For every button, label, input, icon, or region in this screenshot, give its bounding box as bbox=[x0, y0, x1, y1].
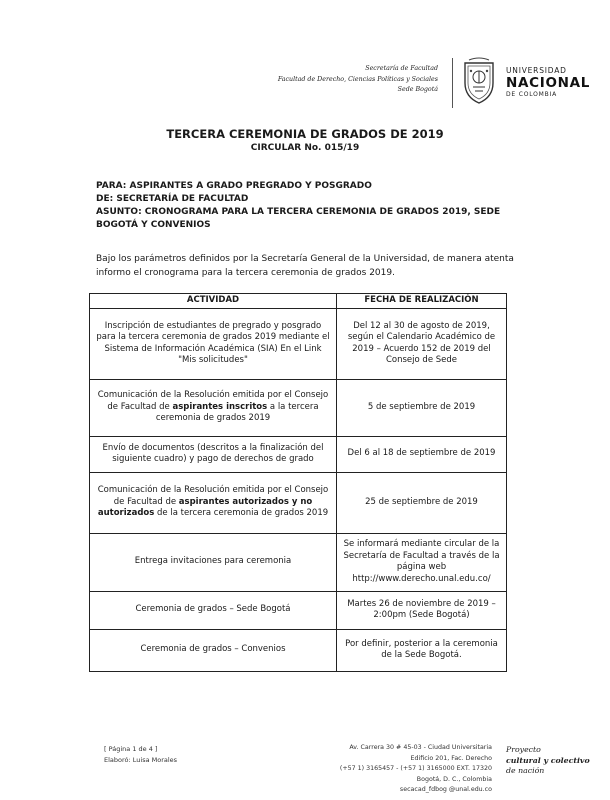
footer-left bbox=[104, 744, 177, 766]
author-line: Elaboró: Luisa Morales bbox=[104, 756, 178, 764]
addressing-block bbox=[96, 180, 516, 232]
table-row bbox=[90, 472, 507, 533]
wordmark-universidad: UNIVERSIDAD bbox=[506, 66, 567, 75]
intro-paragraph: Bajo los parámetros definidos por la Secretaría General de la Universidad, de manera atenta informo el cronograma para la tercera ceremonia de grados 2019. bbox=[96, 254, 514, 278]
addressing-de: DE: SECRETARÍA DE FACULTAD bbox=[96, 194, 249, 204]
table-row bbox=[90, 591, 507, 629]
cell-actividad: Inscripción de estudiantes de pregrado y posgrado para la tercera ceremonia de grados 2019 mediante el Sistema de Información Académica (SIA) En el Link "Mis solicitudes" bbox=[90, 308, 337, 379]
table-row bbox=[90, 436, 507, 472]
header-sede: Sede Bogotá bbox=[397, 86, 438, 93]
header-facultad: Facultad de Derecho, Ciencias Políticas y Sociales bbox=[277, 75, 438, 83]
cell-text: de la tercera ceremonia de grados 2019 bbox=[154, 508, 329, 519]
footer-building: Edificio 201, Fac. Derecho bbox=[410, 754, 492, 762]
footer-city: Bogotá, D. C., Colombia bbox=[416, 775, 492, 783]
header-fecha: FECHA DE REALIZACIÓN bbox=[337, 294, 507, 309]
table-row bbox=[90, 533, 507, 591]
wordmark-de-colombia: DE COLOMBIA bbox=[506, 91, 558, 98]
circular-number: CIRCULAR No. 015/19 bbox=[250, 143, 360, 153]
cell-fecha: 25 de septiembre de 2019 bbox=[337, 472, 507, 533]
footer-contact bbox=[300, 743, 492, 796]
slogan-line-3: de nación bbox=[506, 766, 545, 775]
cell-fecha: Del 6 al 18 de septiembre de 2019 bbox=[337, 436, 507, 472]
cell-actividad bbox=[90, 379, 337, 436]
cell-emphasis: aspirantes autorizados y no autorizados bbox=[97, 496, 313, 519]
document-title: TERCERA CEREMONIA DE GRADOS DE 2019 bbox=[166, 127, 444, 141]
cell-actividad: Envío de documentos (descritos a la finalización del siguiente cuadro) y pago de derechos de grado bbox=[90, 436, 337, 472]
page-number: [ Página 1 de 4 ] bbox=[104, 745, 158, 753]
header-secretaria: Secretaría de Facultad bbox=[365, 65, 438, 72]
footer-phones: (+57 1) 3165457 - (+57 1) 3165000 EXT. 17320 bbox=[339, 765, 492, 773]
header-divider bbox=[452, 58, 453, 108]
cell-text: Comunicación de la Resolución emitida por el Consejo de Facultad de bbox=[97, 390, 329, 412]
footer-address: Av. Carrera 30 # 45-03 - Ciudad Universitaria bbox=[349, 744, 492, 751]
university-seal-icon bbox=[461, 57, 497, 105]
wordmark-nacional: NACIONAL bbox=[506, 75, 591, 91]
addressing-para: PARA: ASPIRANTES A GRADO PREGRADO Y POSGRADO bbox=[96, 181, 372, 191]
cell-actividad bbox=[90, 472, 337, 533]
cell-fecha: Del 12 al 30 de agosto de 2019, según el Calendario Académico de 2019 – Acuerdo 152 de 2019 del Consejo de Sede bbox=[337, 308, 507, 379]
schedule-table bbox=[89, 293, 507, 672]
university-wordmark bbox=[506, 66, 590, 98]
cell-emphasis: aspirantes inscritos bbox=[172, 401, 268, 412]
table-row bbox=[90, 629, 507, 671]
faculty-header bbox=[240, 64, 438, 96]
cell-actividad: Ceremonia de grados – Convenios bbox=[90, 629, 337, 671]
slogan-line-1: Proyecto bbox=[506, 745, 541, 754]
cell-actividad: Ceremonia de grados – Sede Bogotá bbox=[90, 591, 337, 629]
cell-text: Comunicación de la Resolución emitida por el Consejo de Facultad de bbox=[97, 485, 329, 507]
cell-fecha: 5 de septiembre de 2019 bbox=[337, 379, 507, 436]
footer-email: secacad_fdbog @unal.edu.co bbox=[399, 786, 492, 794]
footer-slogan bbox=[506, 745, 590, 777]
table-header-row bbox=[90, 294, 507, 309]
cell-actividad: Entrega invitaciones para ceremonia bbox=[90, 533, 337, 591]
slogan-line-2: cultural y colectivo bbox=[506, 755, 590, 765]
addressing-asunto: ASUNTO: CRONOGRAMA PARA LA TERCERA CEREMONIA DE GRADOS 2019, SEDE BOGOTÁ Y CONVENIOS bbox=[96, 207, 501, 230]
cell-fecha: Martes 26 de noviembre de 2019 – 2:00pm (Sede Bogotá) bbox=[337, 591, 507, 629]
table-row bbox=[90, 379, 507, 436]
table-row bbox=[90, 308, 507, 379]
cell-fecha: Se informará mediante circular de la Secretaría de Facultad a través de la página web http://www.derecho.unal.edu.co/ bbox=[337, 533, 507, 591]
cell-fecha: Por definir, posterior a la ceremonia de la Sede Bogotá. bbox=[337, 629, 507, 671]
cell-text: a la tercera ceremonia de grados 2019 bbox=[155, 401, 319, 424]
header-actividad: ACTIVIDAD bbox=[90, 294, 337, 309]
